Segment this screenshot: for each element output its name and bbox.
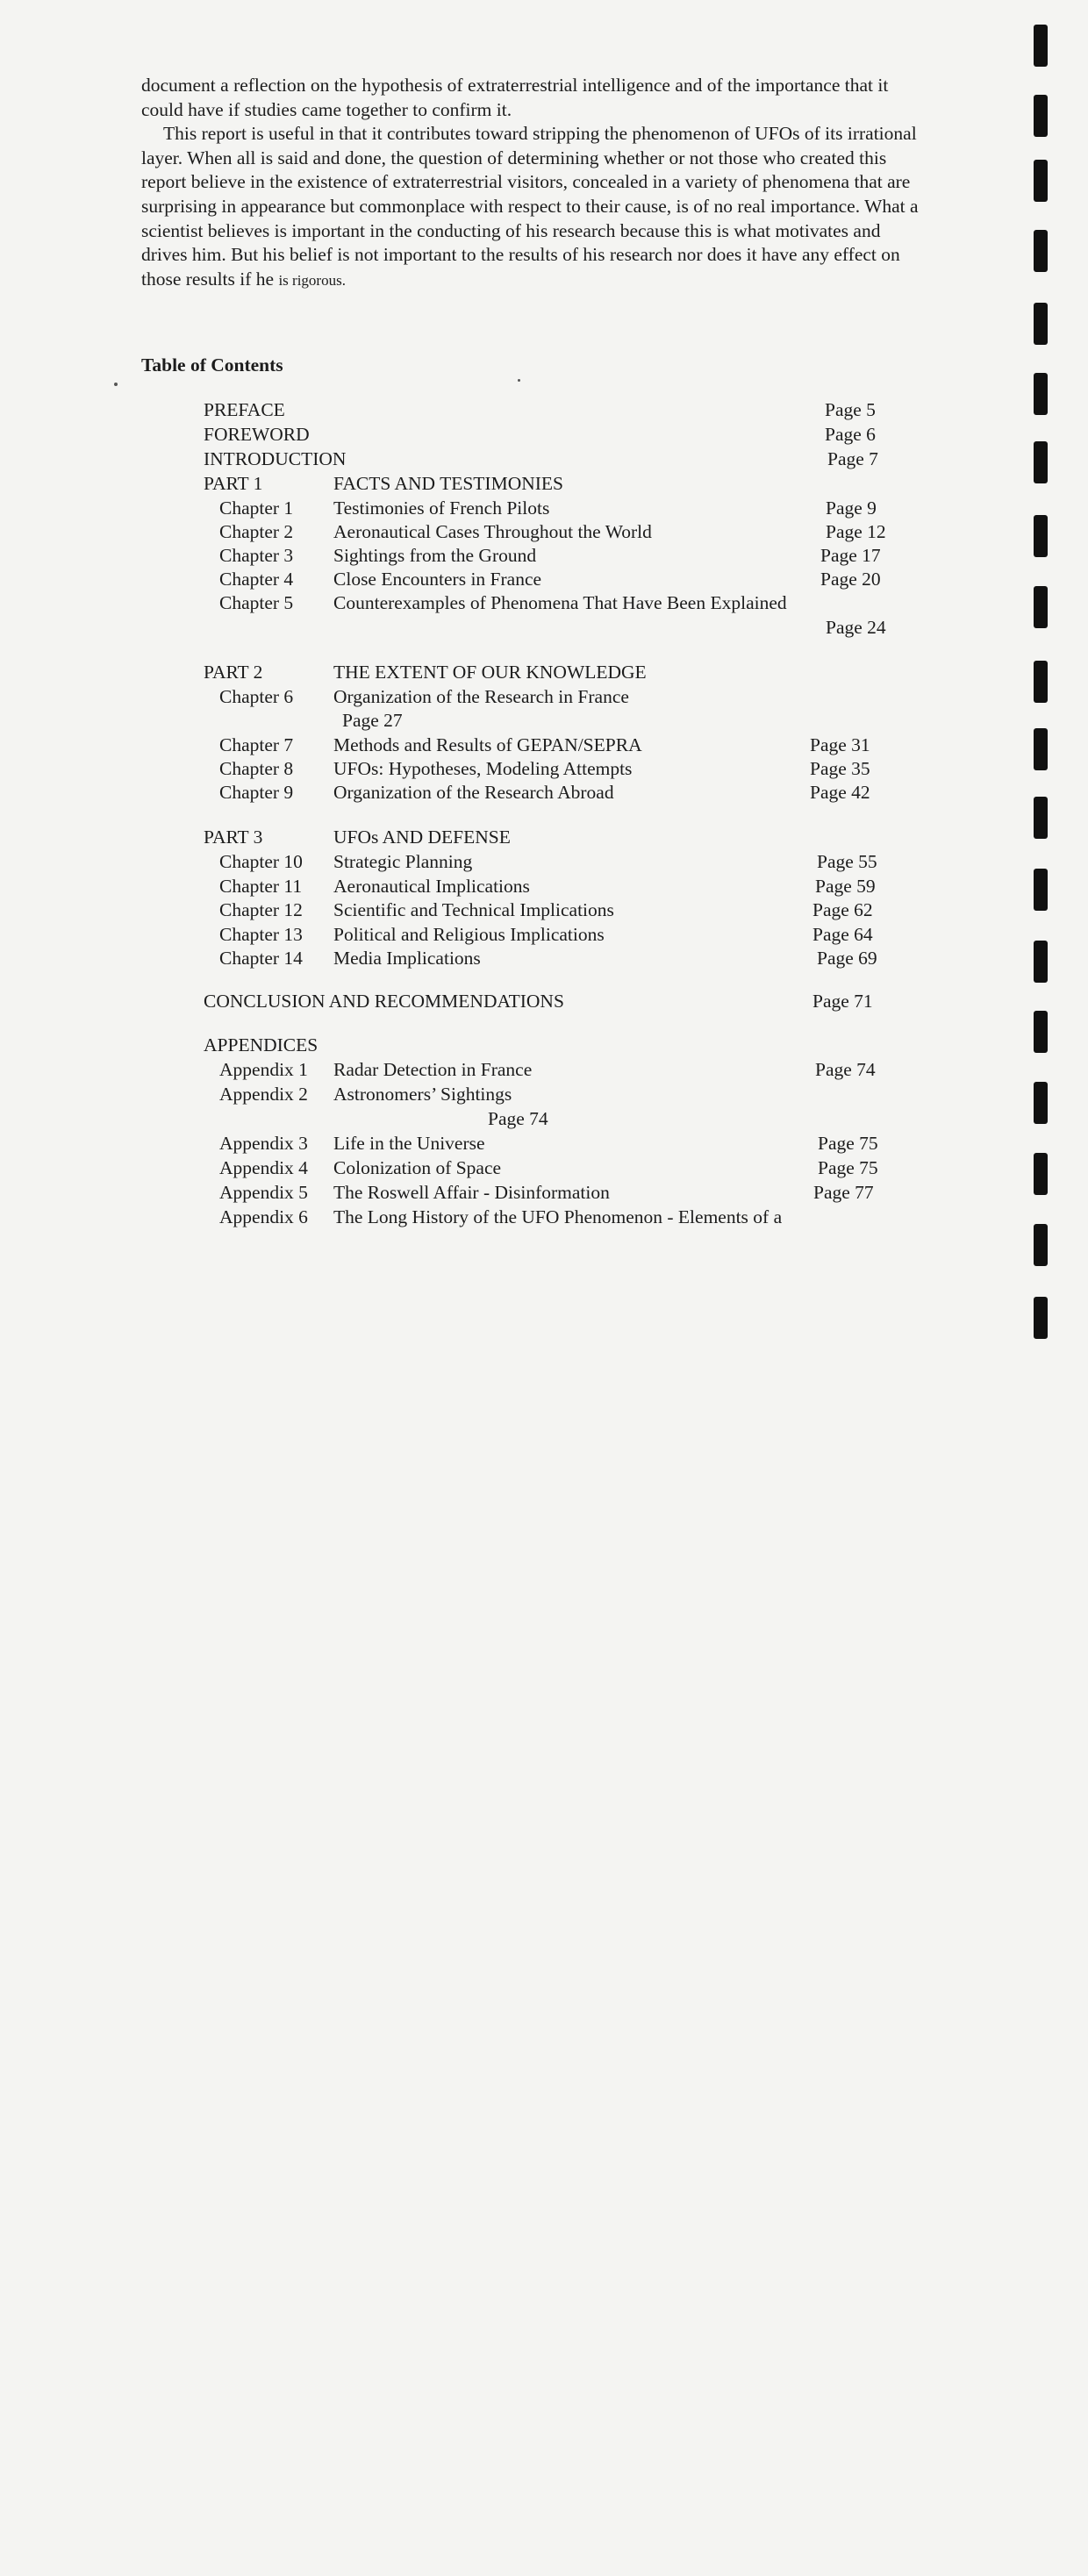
toc-heading: Table of Contents bbox=[141, 354, 283, 376]
toc-label: Chapter 4 bbox=[219, 569, 294, 590]
toc-row bbox=[204, 825, 905, 849]
toc-title: Organization of the Research in France bbox=[333, 686, 629, 707]
toc-label: PART 1 bbox=[204, 473, 263, 494]
toc-label: Chapter 3 bbox=[219, 545, 294, 566]
toc-label: Chapter 10 bbox=[219, 851, 303, 872]
toc-title: UFOs AND DEFENSE bbox=[333, 826, 511, 848]
stray-dot bbox=[518, 379, 520, 382]
toc-row bbox=[204, 447, 905, 471]
toc-title: Life in the Universe bbox=[333, 1133, 485, 1154]
toc-title: The Roswell Affair - Disinformation bbox=[333, 1182, 610, 1203]
binding-ring bbox=[1034, 303, 1048, 345]
toc-label: Chapter 9 bbox=[219, 782, 294, 803]
binding-ring bbox=[1034, 661, 1048, 703]
intro-paragraph-2: This report is useful in that it contributes toward stripping the phenomenon of UFOs of its irrational layer. When all is said and done, the question of determining whether or not those who created this report believe in the existence of extraterrestrial visitors, concealed in a variety of phenomena that are surprising in appearance but commonplace with respect to their cause, is of no real importance. What a scientist believes is important in the conducting of his research because this is what motivates and drives him. But his belief is not important to the results of his research nor does it have any effect on those results if he is rigorous. bbox=[141, 123, 919, 290]
toc-label: Appendix 5 bbox=[219, 1182, 308, 1203]
binding-ring bbox=[1034, 441, 1048, 483]
toc-row bbox=[204, 422, 905, 447]
toc-label: Chapter 1 bbox=[219, 497, 294, 519]
toc-row bbox=[204, 1131, 905, 1156]
toc-title: Testimonies of French Pilots bbox=[333, 497, 550, 519]
toc-title: Aeronautical Cases Throughout the World bbox=[333, 521, 652, 542]
toc-title: The Long History of the UFO Phenomenon - Elements of a bbox=[333, 1206, 783, 1227]
toc-row bbox=[204, 543, 905, 568]
toc-page: Page 17 bbox=[820, 545, 881, 566]
toc-row bbox=[204, 684, 905, 709]
toc-row bbox=[204, 590, 905, 615]
intro-paragraph-1: document a reflection on the hypothesis of extraterrestrial intelligence and of the importance that it could have if studies came together to confirm it. bbox=[141, 75, 889, 120]
toc-label: Chapter 12 bbox=[219, 899, 303, 920]
toc-label: Chapter 7 bbox=[219, 734, 294, 755]
toc-label: INTRODUCTION bbox=[204, 448, 347, 469]
toc-row bbox=[204, 471, 905, 496]
toc-label: Chapter 14 bbox=[219, 948, 303, 969]
binding-ring bbox=[1034, 95, 1048, 137]
binding-ring bbox=[1034, 797, 1048, 839]
toc-title: Close Encounters in France bbox=[333, 569, 542, 590]
toc-title: Media Implications bbox=[333, 948, 481, 969]
toc-title: Scientific and Technical Implications bbox=[333, 899, 614, 920]
toc-row bbox=[204, 1033, 905, 1057]
toc-page: Page 55 bbox=[817, 851, 877, 872]
binding-ring bbox=[1034, 728, 1048, 770]
toc-title: FACTS AND TESTIMONIES bbox=[333, 473, 564, 494]
toc-label: Appendix 4 bbox=[219, 1157, 308, 1178]
toc-row bbox=[204, 922, 905, 947]
toc-row bbox=[204, 708, 905, 733]
binding-ring bbox=[1034, 160, 1048, 202]
toc-label: FOREWORD bbox=[204, 424, 310, 445]
toc-row bbox=[204, 874, 905, 898]
binding-ring bbox=[1034, 1224, 1048, 1266]
toc-row bbox=[204, 615, 905, 640]
toc-page: Page 75 bbox=[818, 1157, 878, 1178]
toc-row bbox=[204, 660, 905, 684]
toc-page: Page 5 bbox=[825, 399, 876, 420]
toc-title: Political and Religious Implications bbox=[333, 924, 605, 945]
toc-page: Page 71 bbox=[812, 991, 873, 1012]
toc-page: Page 74 bbox=[815, 1059, 876, 1080]
binding-ring bbox=[1034, 941, 1048, 983]
toc-label: APPENDICES bbox=[204, 1034, 319, 1055]
binding-ring bbox=[1034, 586, 1048, 628]
toc-row bbox=[204, 519, 905, 544]
toc-row bbox=[204, 849, 905, 874]
toc-page: Page 12 bbox=[826, 521, 886, 542]
binding-ring bbox=[1034, 373, 1048, 415]
toc-row bbox=[204, 1156, 905, 1180]
binding-ring bbox=[1034, 869, 1048, 911]
toc-row bbox=[204, 1180, 905, 1205]
binding-ring bbox=[1034, 230, 1048, 272]
toc-label: CONCLUSION AND RECOMMENDATIONS bbox=[204, 991, 564, 1012]
toc-label: Chapter 8 bbox=[219, 758, 294, 779]
toc-label: Chapter 13 bbox=[219, 924, 303, 945]
toc-title: Radar Detection in France bbox=[333, 1059, 533, 1080]
toc-page: Page 42 bbox=[810, 782, 870, 803]
toc-title: Strategic Planning bbox=[333, 851, 473, 872]
stray-dot bbox=[114, 383, 118, 386]
toc-row bbox=[204, 946, 905, 970]
toc-title: Colonization of Space bbox=[333, 1157, 502, 1178]
toc-title: THE EXTENT OF OUR KNOWLEDGE bbox=[333, 662, 647, 683]
toc-page: Page 35 bbox=[810, 758, 870, 779]
toc-title: Aeronautical Implications bbox=[333, 876, 530, 897]
toc-row bbox=[204, 496, 905, 520]
toc-title: Sightings from the Ground bbox=[333, 545, 537, 566]
toc-label: PART 3 bbox=[204, 826, 263, 848]
toc-row bbox=[204, 1106, 905, 1131]
toc-label: Chapter 2 bbox=[219, 521, 294, 542]
toc-title: Counterexamples of Phenomena That Have Been Explained bbox=[333, 592, 787, 613]
toc-row bbox=[204, 733, 905, 757]
binding-ring bbox=[1034, 515, 1048, 557]
toc-page: Page 64 bbox=[812, 924, 873, 945]
toc-label: Chapter 5 bbox=[219, 592, 294, 613]
toc-row bbox=[204, 1205, 905, 1229]
binding-ring bbox=[1034, 1011, 1048, 1053]
toc-title: Page 27 bbox=[342, 710, 403, 731]
toc-page: Page 7 bbox=[827, 448, 878, 469]
toc-page: Page 24 bbox=[826, 617, 886, 638]
toc-page: Page 77 bbox=[813, 1182, 874, 1203]
toc-page: Page 6 bbox=[825, 424, 876, 445]
binding-ring bbox=[1034, 1153, 1048, 1195]
toc-row bbox=[204, 756, 905, 781]
toc-label: Chapter 11 bbox=[219, 876, 303, 897]
toc-title: Organization of the Research Abroad bbox=[333, 782, 614, 803]
toc-label: PREFACE bbox=[204, 399, 285, 420]
toc-title: Astronomers’ Sightings bbox=[333, 1084, 512, 1105]
toc-page: Page 31 bbox=[810, 734, 870, 755]
toc-label: PART 2 bbox=[204, 662, 263, 683]
toc-row bbox=[204, 898, 905, 922]
binding-ring bbox=[1034, 1082, 1048, 1124]
toc-row bbox=[204, 780, 905, 805]
toc-page: Page 20 bbox=[820, 569, 881, 590]
toc-row bbox=[204, 1057, 905, 1082]
toc-label: Chapter 6 bbox=[219, 686, 294, 707]
toc-label: Appendix 1 bbox=[219, 1059, 308, 1080]
toc-row bbox=[204, 567, 905, 591]
toc-row bbox=[204, 397, 905, 422]
toc-page: Page 9 bbox=[826, 497, 877, 519]
toc-title: Methods and Results of GEPAN/SEPRA bbox=[333, 734, 642, 755]
binding-ring bbox=[1034, 25, 1048, 67]
toc-row bbox=[204, 1082, 905, 1106]
binding-ring bbox=[1034, 1297, 1048, 1339]
toc-title: UFOs: Hypotheses, Modeling Attempts bbox=[333, 758, 633, 779]
toc-label: Appendix 2 bbox=[219, 1084, 308, 1105]
toc-label: Appendix 6 bbox=[219, 1206, 308, 1227]
intro-paragraph-2-tail: is rigorous. bbox=[278, 271, 346, 289]
intro-text bbox=[141, 74, 931, 292]
toc-title: Page 74 bbox=[488, 1108, 548, 1129]
toc-row bbox=[204, 989, 905, 1013]
toc-label: Appendix 3 bbox=[219, 1133, 308, 1154]
toc-page: Page 59 bbox=[815, 876, 876, 897]
toc-page: Page 75 bbox=[818, 1133, 878, 1154]
toc-page: Page 62 bbox=[812, 899, 873, 920]
toc-page: Page 69 bbox=[817, 948, 877, 969]
